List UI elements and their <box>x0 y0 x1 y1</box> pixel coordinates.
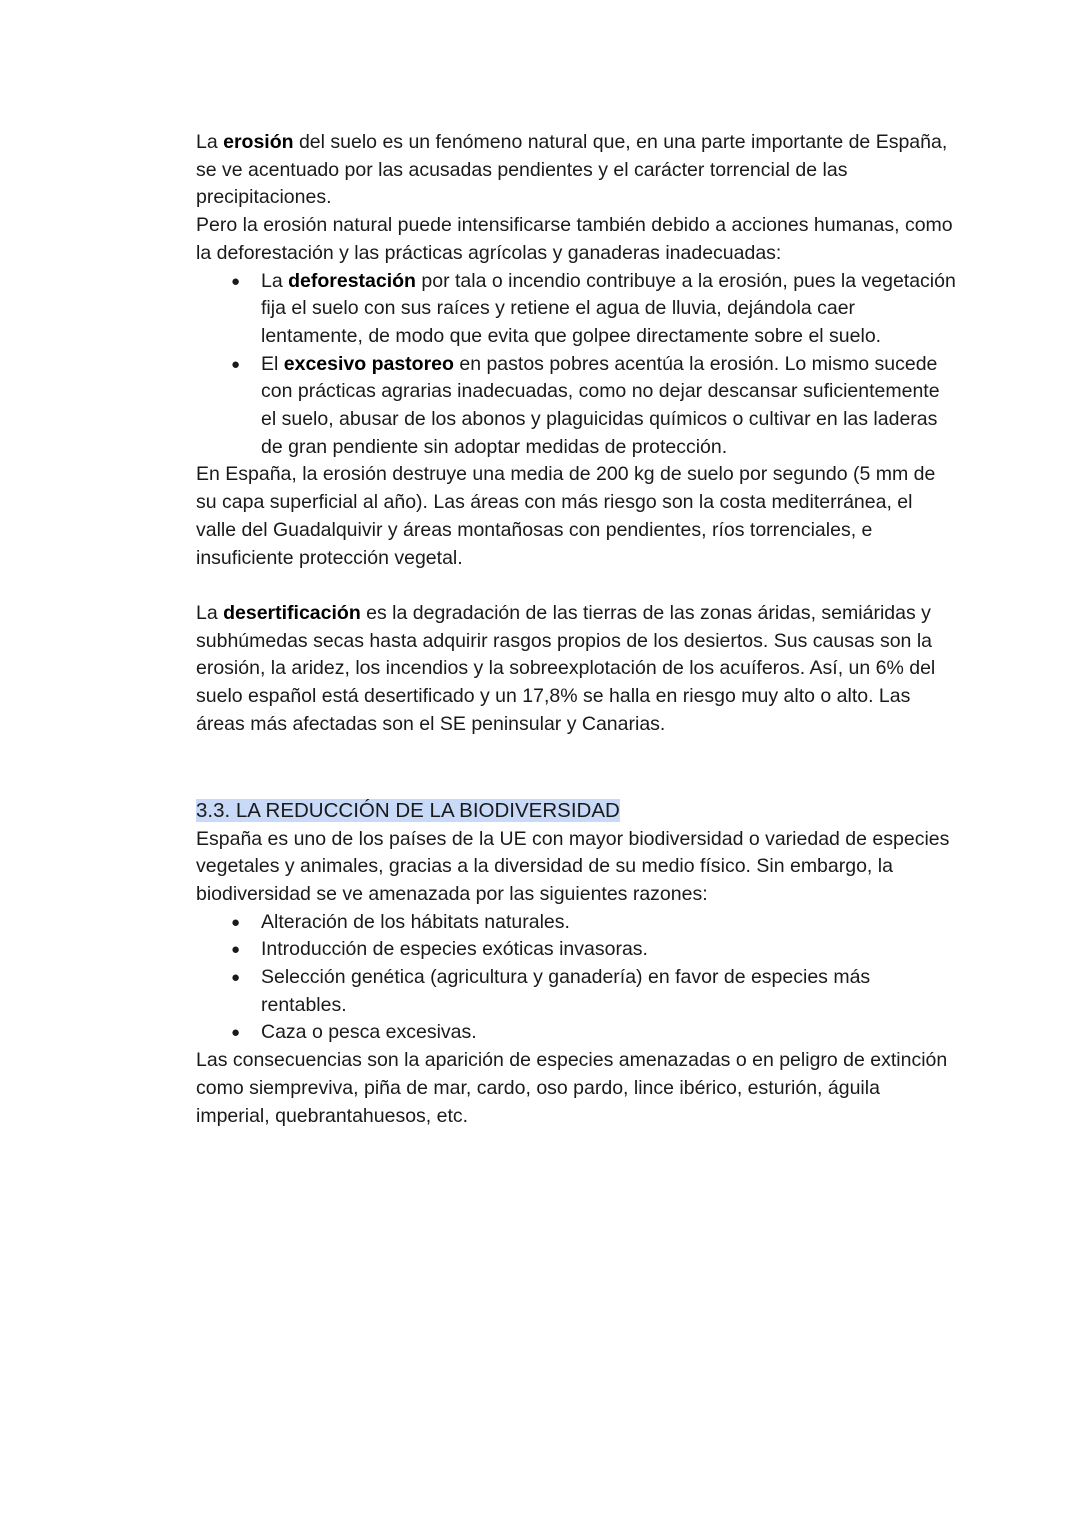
list-item <box>261 351 956 462</box>
erosion-intro <box>196 129 956 212</box>
desertification-paragraph <box>196 600 956 739</box>
erosion-human-causes: Pero la erosión natural puede intensificarse también debido a acciones humanas, como la deforestación y las prácticas agrícolas y ganaderas inadecuadas: <box>196 214 953 264</box>
biodiversity-intro: España es uno de los países de la UE con mayor biodiversidad o variedad de especies vegetales y animales, gracias a la diversidad de su medio físico. Sin embargo, la biodiversidad se ve amenazada por las siguientes razones: <box>196 827 950 905</box>
list-item: ● Alteración de los hábitats naturales. <box>261 909 956 937</box>
erosion-spain: En España, la erosión destruye una media de 200 kg de suelo por segundo (5 mm de su capa superficial al año). Las áreas con más riesgo son la costa mediterránea, el valle del Guadalquivir y áreas montañosas con pendientes, ríos torrenciales, e insuficiente protección vegetal. <box>196 463 936 569</box>
text: por tala o incendio contribuye a la erosión, pues la vegetación fija el suelo con sus raíces y retiene el agua de lluvia, dejándola caer lentamente, de modo que evita que golpee directamente sobre el suelo. <box>261 269 956 347</box>
text: es la degradación de las tierras de las zonas áridas, semiáridas y subhúmedas secas hasta adquirir rasgos propios de los desiertos. Sus causas son la erosión, la aridez, los incendios y la sobreexplotación de los acuíferos. Así, un 6% del suelo español está desertificado y un 17,8% se halla en riesgo muy alto o alto. Las áreas más afectadas son el SE peninsular y Canarias. <box>196 601 936 735</box>
document-page <box>196 129 956 1130</box>
section-heading: 3.3. LA REDUCCIÓN DE LA BIODIVERSIDAD <box>196 798 620 822</box>
list-item <box>261 268 956 351</box>
text: La <box>196 601 224 624</box>
term-overgrazing: excesivo pastoreo <box>283 352 454 375</box>
biodiversity-threats-list <box>196 909 956 1048</box>
text: en pastos pobres acentúa la erosión. Lo mismo sucede con prácticas agrarias inadecuadas, como no dejar descansar suficientemente el suelo, abusar de los abonos y plaguicidas químicos o cultivar en las laderas de gran pendiente sin adoptar medidas de protección. <box>261 352 940 458</box>
list-item: ● Selección genética (agricultura y ganadería) en favor de especies más rentables. <box>261 964 956 1019</box>
text: La <box>261 269 289 292</box>
text: La <box>196 131 224 153</box>
text: El <box>261 352 284 375</box>
text: del suelo es un fenómeno natural que, en una parte importante de España, se ve acentuado por las acusadas pendientes y el carácter torrencial de las precipitaciones. <box>196 131 948 209</box>
term-deforestation: deforestación <box>288 269 416 292</box>
term-erosion: erosión <box>223 131 294 153</box>
biodiversity-consequences: Las consecuencias son la aparición de especies amenazadas o en peligro de extinción como siempreviva, piña de mar, cardo, oso pardo, lince ibérico, esturión, águila imperial, quebrantahuesos, etc. <box>196 1049 948 1127</box>
term-desertification: desertificación <box>223 601 361 624</box>
erosion-causes-list <box>196 268 956 462</box>
list-item: ● Introducción de especies exóticas invasoras. <box>261 936 956 964</box>
list-item: ● Caza o pesca excesivas. <box>261 1019 956 1047</box>
